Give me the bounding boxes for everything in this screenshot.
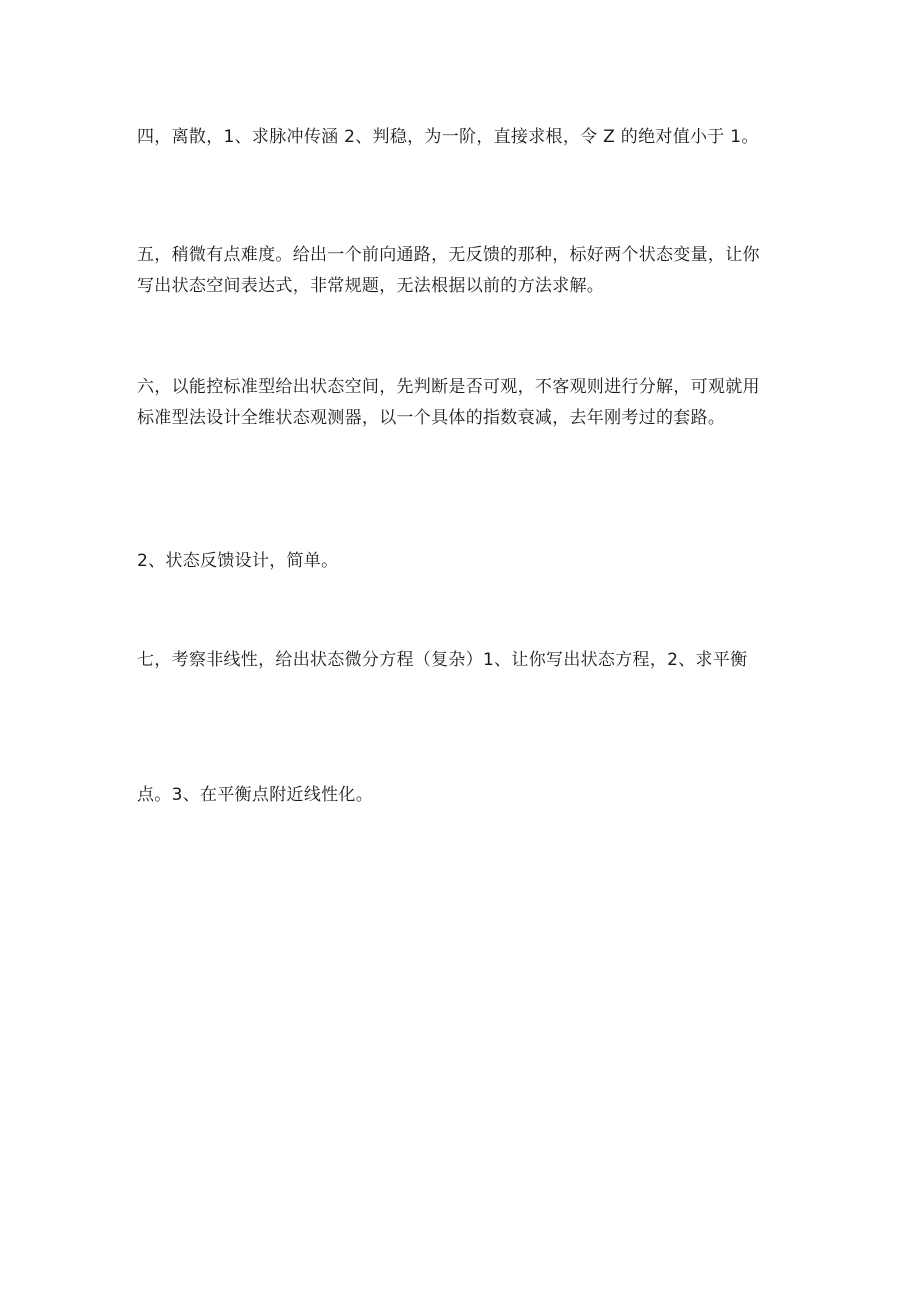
paragraph-section-5: 五，稍微有点难度。给出一个前向通路，无反馈的那种，标好两个状态变量，让你写出状态空间表达式，非常规题，无法根据以前的方法求解。: [137, 245, 760, 296]
paragraph-section-4: 四，离散，1、求脉冲传涵 2、判稳，为一阶，直接求根，令 Z 的绝对值小于 1。: [137, 127, 759, 147]
paragraph-section-7: 七，考察非线性，给出状态微分方程（复杂）1、让你写出状态方程，2、求平衡: [137, 650, 748, 670]
paragraph-section-7-continued: 点。3、在平衡点附近线性化。: [137, 785, 374, 805]
paragraph-state-feedback: 2、状态反馈设计，简单。: [137, 551, 339, 571]
paragraph-section-6: 六，以能控标准型给出状态空间，先判断是否可观，不客观则进行分解，可观就用标准型法设计全维状态观测器，以一个具体的指数衰减，去年刚考过的套路。: [137, 377, 760, 428]
